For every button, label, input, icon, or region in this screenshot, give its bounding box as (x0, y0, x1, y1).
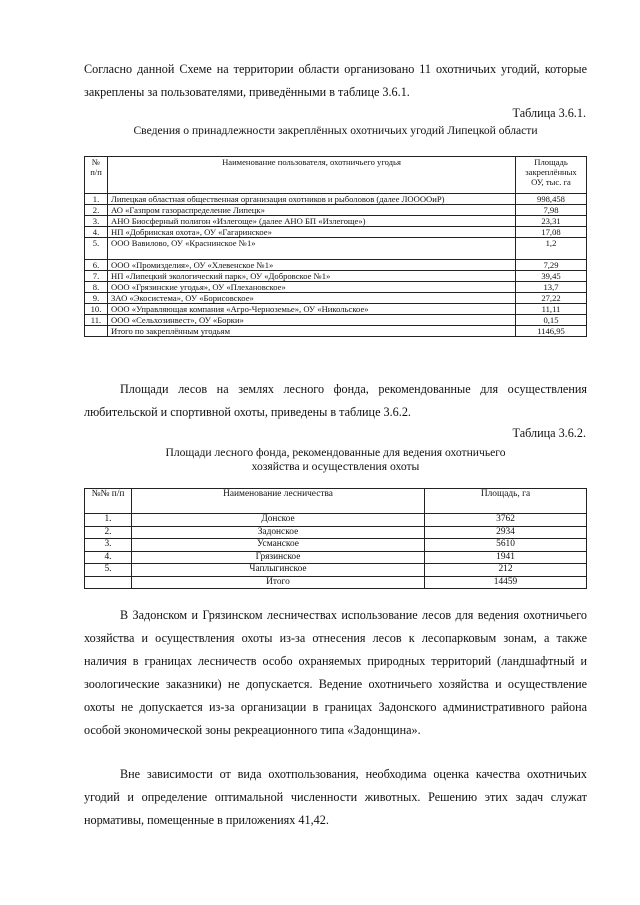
forestry-area: 3762 (425, 514, 587, 527)
row-number: 11. (85, 315, 108, 326)
total-blank-cell (85, 576, 132, 589)
row-number: 6. (85, 260, 108, 271)
owner-name: ООО Вавилово, ОУ «Краснинское №1» (108, 238, 516, 260)
owner-name: ООО «Промизделия», ОУ «Хлевенское №1» (108, 260, 516, 271)
owner-area: 0,15 (516, 315, 587, 326)
table1-header-num: № п/п (85, 157, 108, 194)
table-row (85, 271, 587, 282)
owner-area: 1,2 (516, 238, 587, 260)
table-row (85, 526, 587, 539)
forestry-name: Чаплыгинское (132, 564, 425, 577)
table1-title: Сведения о принадлежности закреплённых охотничьих угодий Липецкой области (133, 124, 538, 137)
owner-area: 39,45 (516, 271, 587, 282)
table1-header-row (85, 157, 587, 194)
table2-total-row (85, 576, 587, 589)
table-row (85, 514, 587, 527)
owner-name: АНО Биосферный полигон «Излегоще» (далее АНО БП «Излегоще») (108, 216, 516, 227)
total-label: Итого (132, 576, 425, 589)
forestry-name: Грязинское (132, 551, 425, 564)
owner-name: ООО «Сельхозинвест», ОУ «Борки» (108, 315, 516, 326)
row-number: 7. (85, 271, 108, 282)
total-value: 14459 (425, 576, 587, 589)
table2-title-line2: хозяйства и осуществления охоты (251, 460, 420, 473)
table-row (85, 293, 587, 304)
forestry-area: 2934 (425, 526, 587, 539)
owner-name: НП «Добринская охота», ОУ «Гагаринское» (108, 227, 516, 238)
table1-total-row (85, 326, 587, 337)
owner-name: НП «Липецкий экологический парк», ОУ «Добровское №1» (108, 271, 516, 282)
owner-area: 13,7 (516, 282, 587, 293)
forestry-area: 1941 (425, 551, 587, 564)
table2-label: Таблица 3.6.2. (512, 426, 586, 440)
norms-paragraph: Вне зависимости от вида охотпользования, необходима оценка качества охотничьих угодий и определение оптимальной численности животных. Решению этих задач служат нормативы, помещенные в приложениях 41,42. (84, 767, 587, 827)
row-number: 5. (85, 238, 108, 260)
table-row (85, 216, 587, 227)
table-row (85, 282, 587, 293)
restriction-paragraph: В Задонском и Грязинском лесничествах использование лесов для ведения охотничьего хозяйства и осуществления охоты из-за отнесения лесов к лесопарковым зонам, а также наличия в границах лесничеств особо охраняемых природных территорий (ландшафтный и зоологические заказники) не допускается. Ведение охотничьего хозяйства и осуществление охоты не допускается из-за организации в границах Задонского административного района особой экономической зоны рекреационного типа «Задонщина». (84, 608, 587, 737)
row-number: 8. (85, 282, 108, 293)
forest-area-table (84, 488, 587, 589)
owner-area: 17,08 (516, 227, 587, 238)
row-number: 2. (85, 205, 108, 216)
owner-name: ЗАО «Экосистема», ОУ «Борисовское» (108, 293, 516, 304)
total-blank-cell (85, 326, 108, 337)
row-number: 1. (85, 514, 132, 527)
intro-paragraph: Согласно данной Схеме на территории области организовано 11 охотничьих угодий, которые закреплены за пользователями, приведёнными в таблице 3.6.1. (84, 62, 587, 99)
owner-area: 11,11 (516, 304, 587, 315)
row-number: 4. (85, 551, 132, 564)
forestry-area: 5610 (425, 539, 587, 552)
table2-header-area: Площадь, га (425, 489, 587, 514)
total-value: 1146,95 (516, 326, 587, 337)
ownership-table (84, 156, 587, 337)
table1-header-area: Площадь закреплённых ОУ, тыс. га (516, 157, 587, 194)
owner-area: 998,458 (516, 194, 587, 205)
owner-area: 7,98 (516, 205, 587, 216)
total-label: Итого по закреплённым угодьям (108, 326, 516, 337)
table2-header-num: №№ п/п (85, 489, 132, 514)
table1-header-name: Наименование пользователя, охотничьего угодья (108, 157, 516, 194)
table2-header-row (85, 489, 587, 514)
table2-title (84, 446, 587, 474)
row-number: 10. (85, 304, 108, 315)
table-row (85, 304, 587, 315)
row-number: 5. (85, 564, 132, 577)
table-row (85, 238, 587, 260)
table1-label: Таблица 3.6.1. (512, 106, 586, 120)
forest-paragraph: Площади лесов на землях лесного фонда, рекомендованные для осуществления любительской и спортивной охоты, приведены в таблице 3.6.2. (84, 382, 587, 419)
owner-area: 7,29 (516, 260, 587, 271)
table-row (85, 315, 587, 326)
owner-name: ООО «Грязинские угодья», ОУ «Плехановское» (108, 282, 516, 293)
owner-area: 23,31 (516, 216, 587, 227)
row-number: 2. (85, 526, 132, 539)
row-number: 4. (85, 227, 108, 238)
table-row (85, 205, 587, 216)
owner-area: 27,22 (516, 293, 587, 304)
table-row (85, 227, 587, 238)
forestry-name: Усманское (132, 539, 425, 552)
owner-name: Липецкая областная общественная организация охотников и рыболовов (далее ЛООООиР) (108, 194, 516, 205)
table-row (85, 539, 587, 552)
row-number: 3. (85, 539, 132, 552)
forestry-name: Донское (132, 514, 425, 527)
forestry-name: Задонское (132, 526, 425, 539)
owner-name: ООО «Управляющая компания «Агро-Черноземье», ОУ «Никольское» (108, 304, 516, 315)
row-number: 1. (85, 194, 108, 205)
row-number: 3. (85, 216, 108, 227)
table-row (85, 194, 587, 205)
table-row (85, 260, 587, 271)
table-row (85, 551, 587, 564)
table2-header-name: Наименование лесничества (132, 489, 425, 514)
forestry-area: 212 (425, 564, 587, 577)
table-row (85, 564, 587, 577)
row-number: 9. (85, 293, 108, 304)
table2-title-line1: Площади лесного фонда, рекомендованные для ведения охотничьего (165, 446, 506, 459)
owner-name: АО «Газпром газораспределение Липецк» (108, 205, 516, 216)
